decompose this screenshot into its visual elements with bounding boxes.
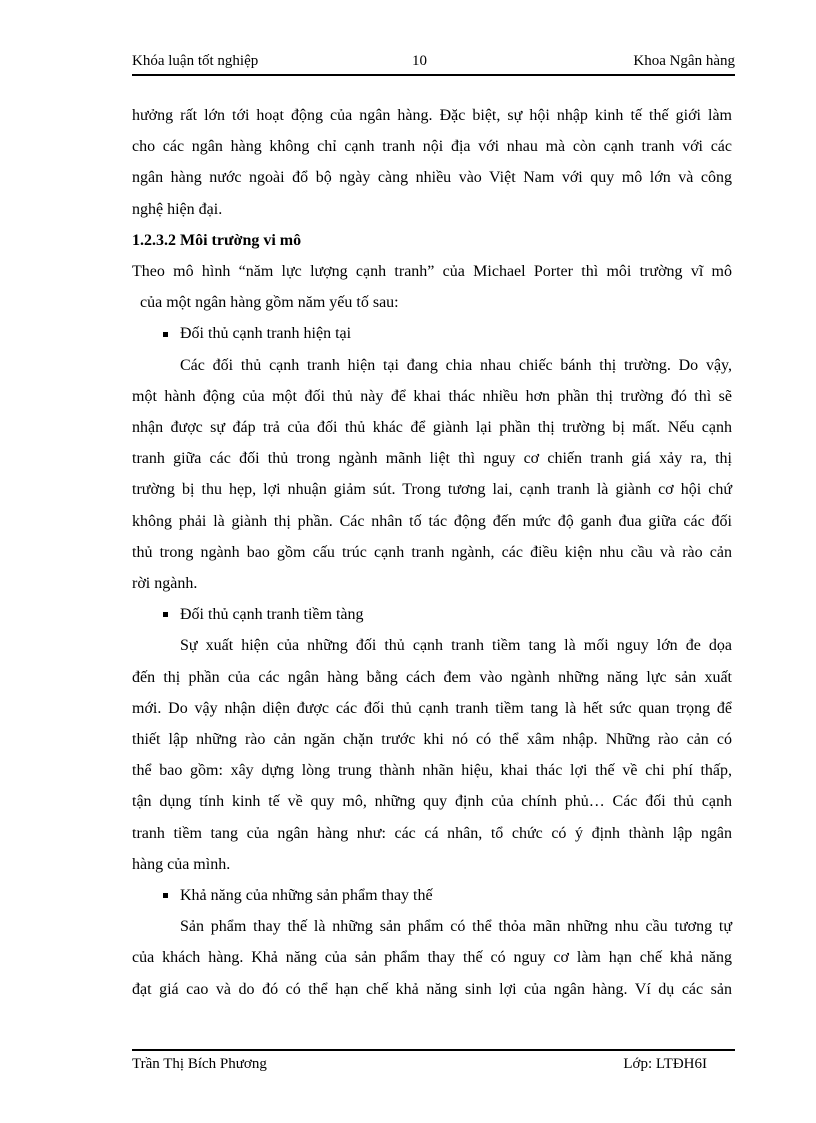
footer-author: Trần Thị Bích Phương	[132, 1056, 267, 1072]
body-line: cho các ngân hàng không chỉ cạnh tranh nội địa với nhau mà còn cạnh tranh với các	[132, 138, 732, 156]
body-line: Theo mô hình “năm lực lượng cạnh tranh” của Michael Porter thì môi trường vĩ mô	[132, 263, 732, 281]
square-bullet-icon	[163, 893, 168, 898]
page-header	[132, 52, 735, 76]
body-line: của khách hàng. Khả năng của sản phẩm thay thế có nguy cơ làm hạn chế khả năng	[132, 949, 732, 967]
body-line: ngân hàng nước ngoài đổ bộ ngày càng nhiều vào Việt Nam với quy mô lớn và công	[132, 169, 732, 187]
body-line: Sản phẩm thay thế là những sản phẩm có thể thỏa mãn những nhu cầu tương tự	[180, 918, 732, 936]
bullet-item	[132, 318, 732, 349]
body-line: Các đối thủ cạnh tranh hiện tại đang chia nhau chiếc bánh thị trường. Do vậy,	[180, 356, 732, 374]
body-line: hưởng rất lớn tới hoạt động của ngân hàng. Đặc biệt, sự hội nhập kinh tế thế giới làm	[132, 107, 732, 124]
body-line: trường bị thu hẹp, lợi nhuận giảm sút. Trong tương lai, cạnh tranh là giành cơ hội chứ	[132, 481, 732, 499]
header-thesis-title: Khóa luận tốt nghiệp	[132, 53, 259, 69]
square-bullet-icon	[163, 332, 168, 337]
body-line: của một ngân hàng gồm năm yếu tố sau:	[140, 294, 399, 312]
body-line: tận dụng tính kinh tế về quy mô, những quy định của chính phủ… Các đối thủ cạnh	[132, 793, 732, 811]
body-line: thể bao gồm: xây dựng lòng trung thành nhãn hiệu, khai thác lợi thế về chi phí thấp,	[132, 762, 732, 780]
bullet-label: Khả năng của những sản phẩm thay thế	[180, 887, 433, 905]
bullet-label: Đối thủ cạnh tranh tiềm tàng	[180, 606, 364, 624]
square-bullet-icon	[163, 612, 168, 617]
bullet-item	[132, 599, 732, 630]
header-faculty: Khoa Ngân hàng	[633, 53, 735, 69]
page-footer	[132, 1049, 735, 1075]
header-page-number: 10	[412, 53, 427, 69]
section-heading: 1.2.3.2 Môi trường vi mô	[132, 231, 302, 249]
body-line: nghệ hiện đại.	[132, 200, 223, 218]
body-line: tranh giữa các đối thủ trong ngành mãnh liệt thì nguy cơ chiến tranh giá xảy ra, thị	[132, 450, 732, 468]
bullet-label: Đối thủ cạnh tranh hiện tại	[180, 325, 352, 343]
body-line: tranh tiềm tang của ngân hàng như: các cá nhân, tổ chức có ý định thành lập ngân	[132, 824, 732, 842]
body-line: Sự xuất hiện của những đối thủ cạnh tranh tiềm tang là mối nguy lớn đe dọa	[180, 637, 732, 655]
page-body	[132, 100, 732, 1005]
body-line: rời ngành.	[132, 575, 198, 593]
body-line: đạt giá cao và do đó có thể hạn chế khả năng sinh lợi của ngân hàng. Ví dụ các sản	[132, 980, 732, 998]
body-line: không phải là giành thị phần. Các nhân tố tác động đến mức độ ganh đua giữa các đối	[132, 512, 732, 530]
body-line: mới. Do vậy nhận diện được các đối thủ cạnh tranh tiềm tang là hết sức quan trọng để	[132, 699, 732, 717]
body-line: hàng của mình.	[132, 855, 231, 873]
body-line: một hành động của một đối thủ này để khai thác nhiều hơn phần thị trường đó thì sẽ	[132, 387, 732, 405]
footer-class: Lớp: LTĐH6I	[623, 1056, 707, 1072]
body-line: thiết lập những rào cản ngăn chặn trước khi nó có thể xâm nhập. Những rào cản có	[132, 731, 732, 749]
body-line: đến thị phần của các ngân hàng bằng cách đem vào ngành những năng lực sản xuất	[132, 668, 732, 686]
body-line: nhận được sự đáp trả của đối thủ khác để giành lại phần thị trường bị mất. Nếu cạnh	[132, 419, 732, 437]
bullet-item	[132, 880, 732, 911]
body-line: thủ trong ngành bao gồm cấu trúc cạnh tranh ngành, các điều kiện nhu cầu và rào cản	[132, 543, 732, 561]
